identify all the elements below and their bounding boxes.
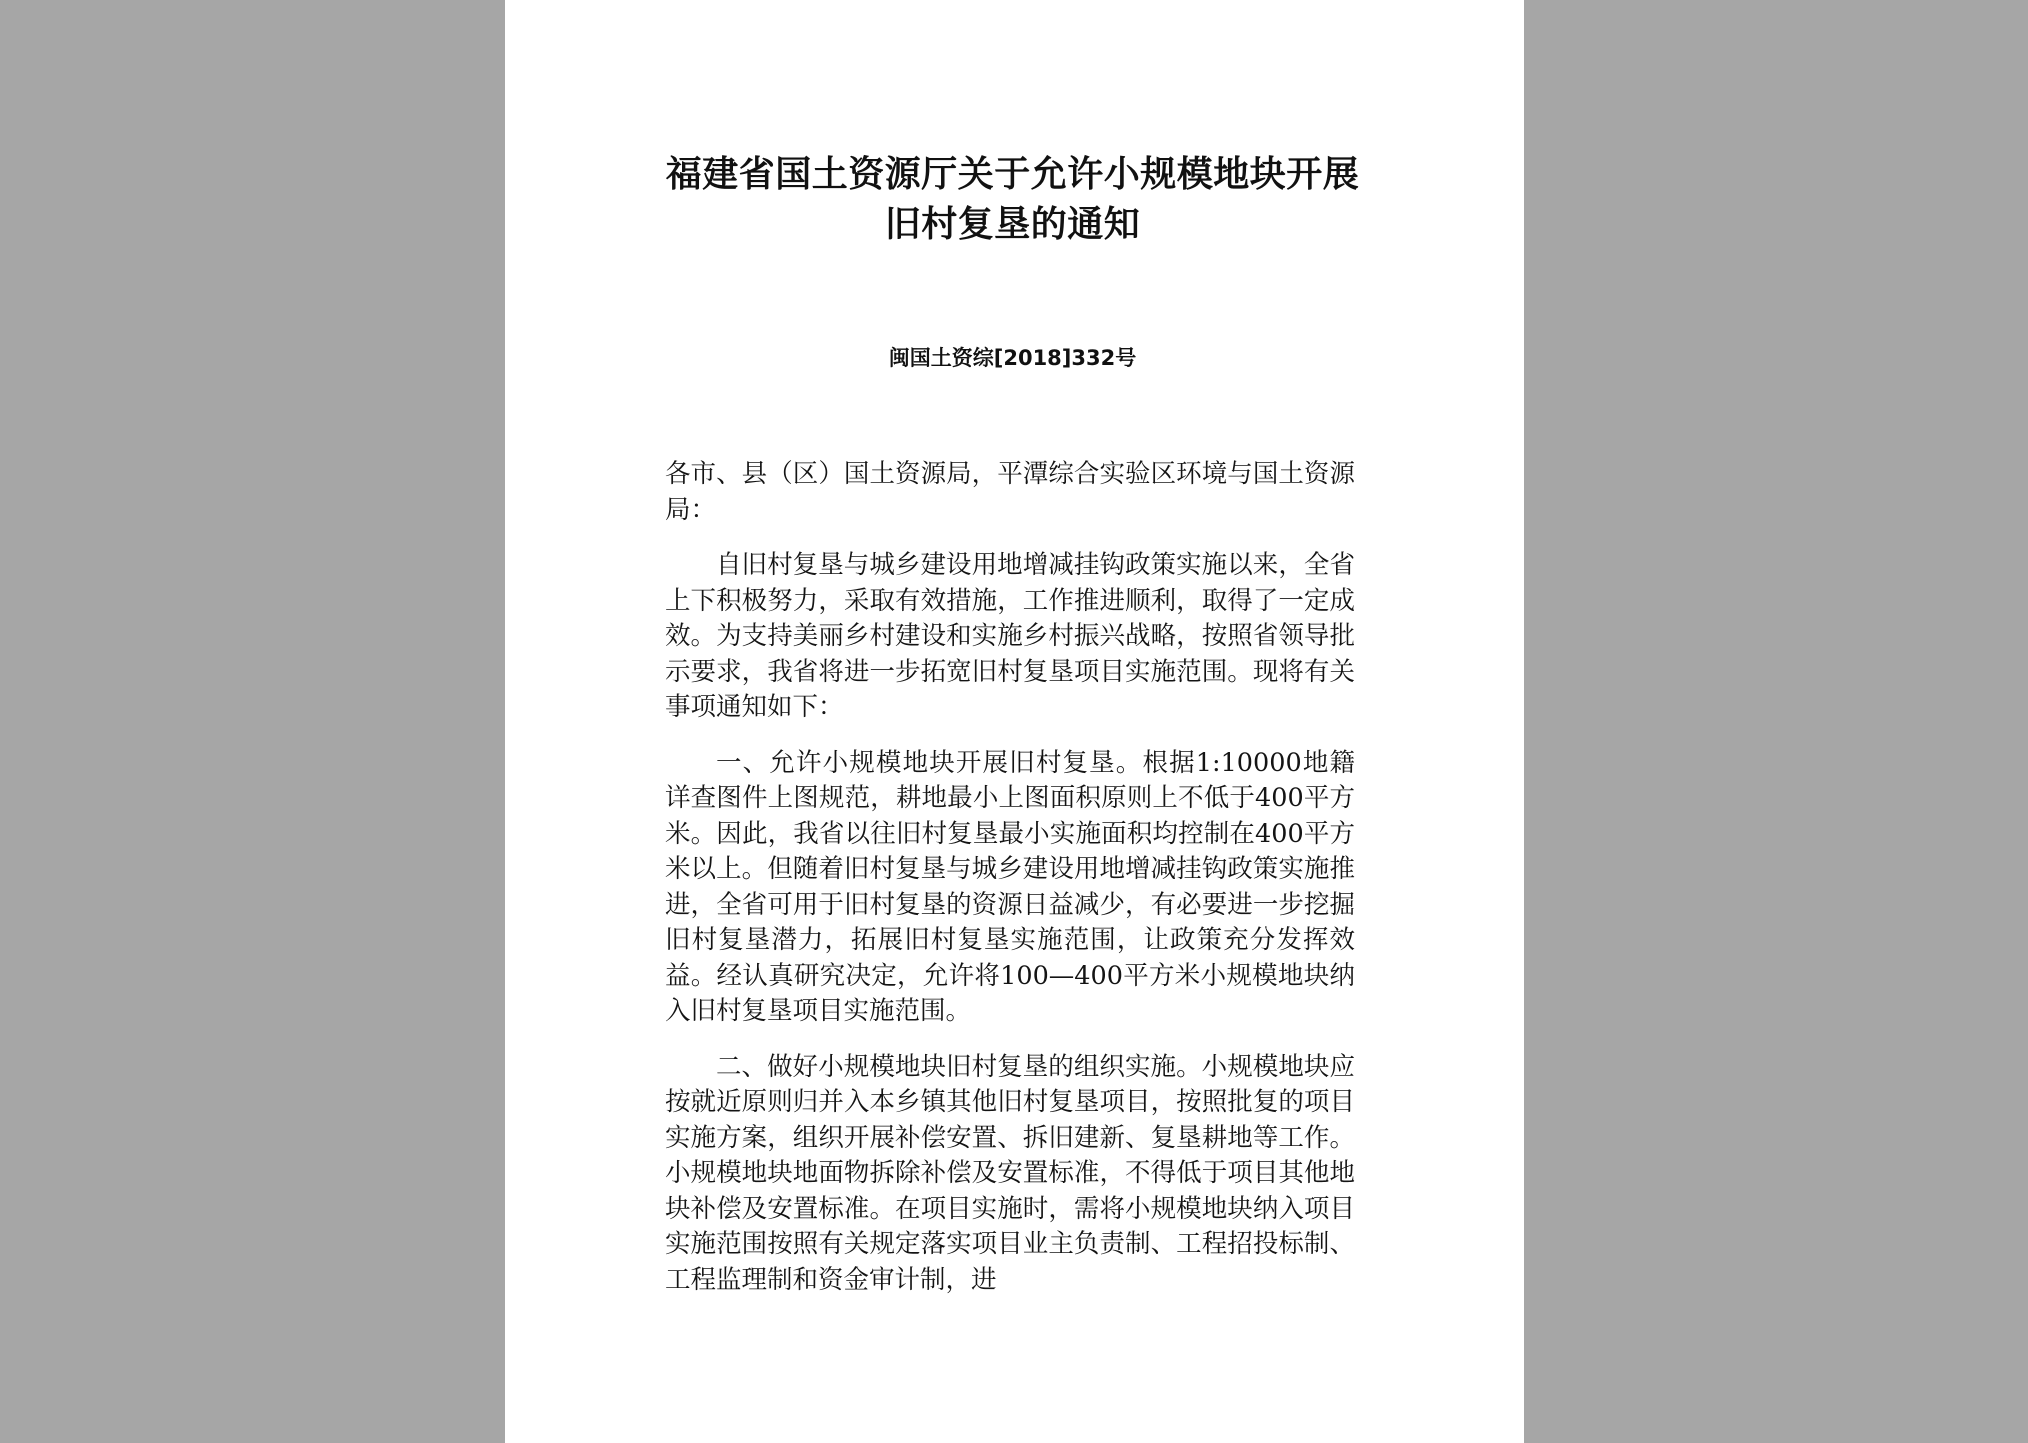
addressee: 各市、县（区）国土资源局，平潭综合实验区环境与国土资源局： xyxy=(665,459,1355,525)
body-paragraph-section-2: 二、做好小规模地块旧村复垦的组织实施。小规模地块应按就近原则归并入本乡镇其他旧村复垦项目，按照批复的项目实施方案，组织开展补偿安置、拆旧建新、复垦耕地等工作。小规模地块地面物拆除补偿及安置标准，不得低于项目其他地块补偿及安置标准。在项目实施时，需将小规模地块纳入项目实施范围按照有关规定落实项目业主负责制、工程招投标制、工程监理制和资金审计制，进 xyxy=(665,1051,1355,1295)
document-title: 福建省国土资源厅关于允许小规模地块开展旧村复垦的通知 xyxy=(665,154,1360,245)
document-page xyxy=(505,0,1524,1443)
document-number: 闽国土资综[2018]332号 xyxy=(888,346,1137,370)
body-paragraph-intro: 自旧村复垦与城乡建设用地增减挂钩政策实施以来，全省上下积极努力，采取有效措施，工作推进顺利，取得了一定成效。为支持美丽乡村建设和实施乡村振兴战略，按照省领导批示要求，我省将进一步拓宽旧村复垦项目实施范围。现将有关事项通知如下： xyxy=(665,550,1355,722)
body-paragraph-section-1: 一、允许小规模地块开展旧村复垦。根据1:10000地籍详查图件上图规范，耕地最小上图面积原则上不低于400平方米。因此，我省以往旧村复垦最小实施面积均控制在400平方米以上。但随着旧村复垦与城乡建设用地增减挂钩政策实施推进，全省可用于旧村复垦的资源日益减少，有必要进一步挖掘旧村复垦潜力，拓展旧村复垦实施范围，让政策充分发挥效益。经认真研究决定，允许将100—400平方米小规模地块纳入旧村复垦项目实施范围。 xyxy=(665,747,1355,1026)
document-body xyxy=(665,457,1355,1318)
